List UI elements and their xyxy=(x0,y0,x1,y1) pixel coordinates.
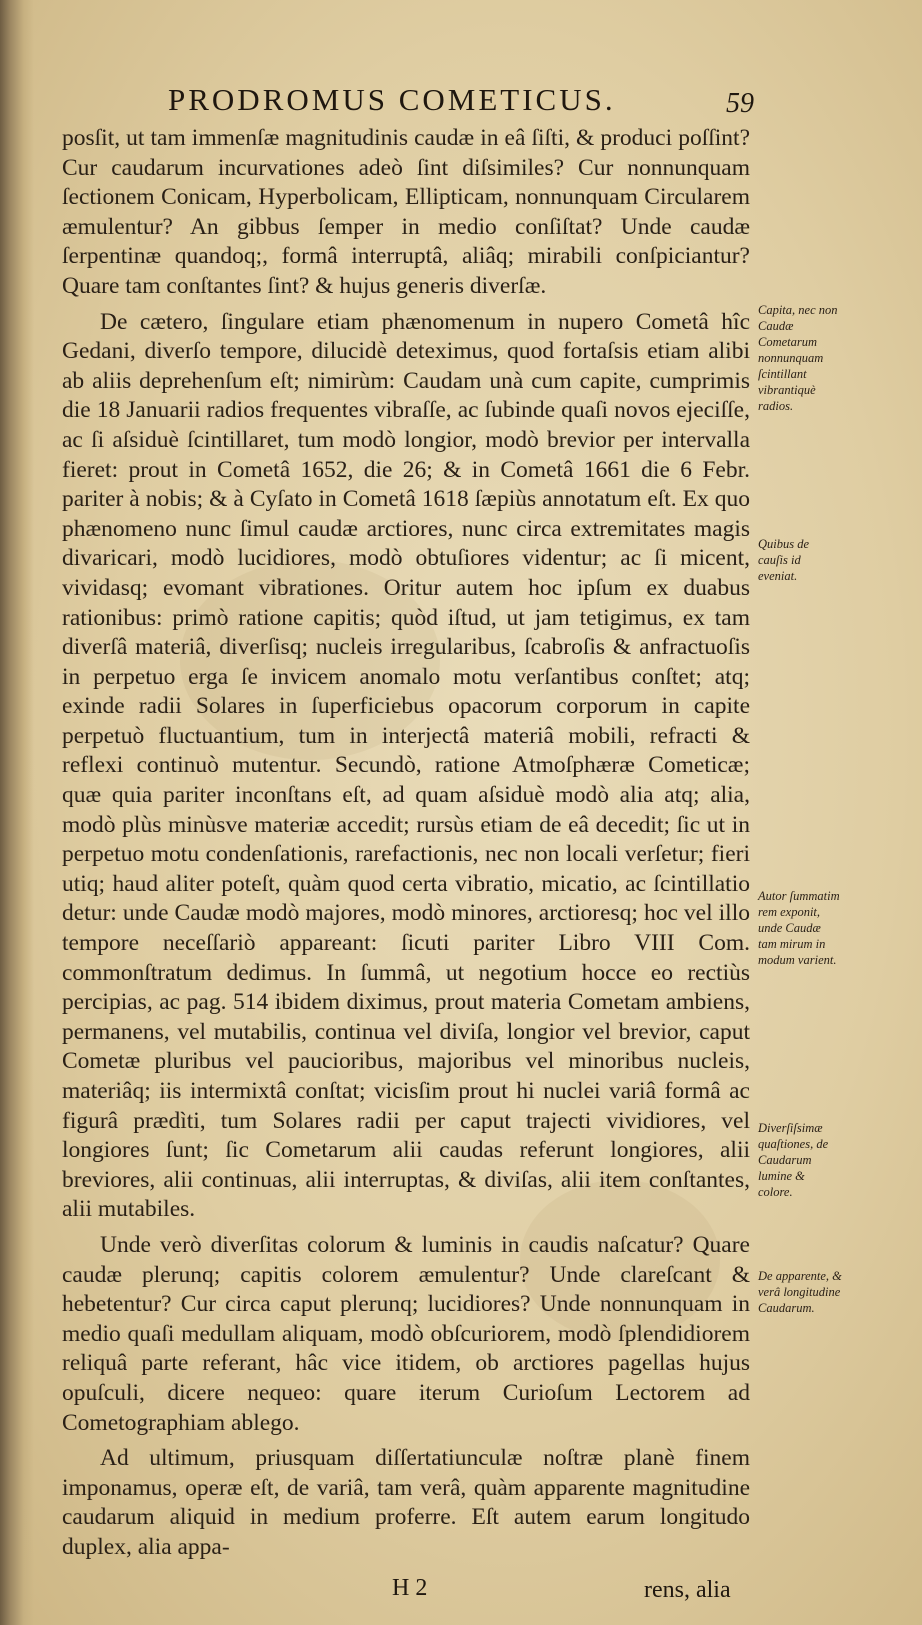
running-head: PRODROMUS COMETICUS. xyxy=(168,82,616,117)
margin-note: De apparente, & verâ longitudine Caudarum. xyxy=(758,1269,842,1315)
paragraph: Unde verò diverſitas colorum & luminis in caudis naſcatur? Quare caudæ plerunq; capitis colorem æmulentur? Unde clareſcant & hebetentur? Cur circa caput plerunq; lucidiores? Unde nonnunquam in medio quaſi medullam aliquam, modò obſcuriorem, modò ſplendidiorem reliquâ parte referant, hâc vice itidem, ob arctiores pagellas hujus opuſculi, dicere nequeo: quare iterum Curioſum Lectorem ad Cometographiam ablego. xyxy=(62,1231,750,1436)
book-spine-shadow xyxy=(0,0,34,1625)
paragraph: posſit, ut tam immenſæ magnitudinis caudæ in eâ ſiſti, & produci poſſint? Cur caudarum incurvationes adeò ſint diſsimiles? Cur nonnunquam ſectionem Conicam, Hyperbolicam, Ellipticam, nonnunquam Circularem æmulentur? An gibbus ſemper in medio conſiſtat? Unde caudæ ſerpentinæ quandoq;, formâ interruptâ, aliâq; mirabili conſpiciantur? Quare tam conſtantes ſint? & hujus generis diverſæ. xyxy=(62,125,750,299)
page-number: 59 xyxy=(726,88,754,119)
margin-note: Quibus de cauſis id eveniat. xyxy=(758,537,810,583)
margin-note: Autor ſummatim rem exponit, unde Caudæ tam mirum in modum varient. xyxy=(758,889,840,967)
catchword: rens, alia xyxy=(644,1577,731,1603)
paragraph: De cætero, ſingulare etiam phænomenum in nupero Cometâ hîc Gedani, diverſo tempore, dilucidè deteximus, quod fortaſsis etiam alibi ab aliis deprehenſum eſt; nimirùm: Caudam unà cum capite, cumprimis die 18 Januarii radios frequentes vibraſſe, ac ſubinde quaſi novos ejeciſſe, ac ſi aſsiduè ſcintillaret, tum modò longior, modò brevior per intervalla fieret: prout in Cometâ 1652, die 26; & in Cometâ 1661 die 6 Febr. pariter à nobis; & à Cyſato in Cometâ 1618 ſæpiùs annotatum eſt. Ex quo phænomeno nunc ſimul caudæ arctiores, nunc circa extremitates magis divaricari, modò lucidiores, modò obtuſiores videntur; ac ſi micent, vividasq; evomant vibrationes. Oritur autem hoc ipſum ex duabus rationibus: primò ratione capitis; quòd iſtud, ut jam tetigimus, ex tam diverſâ materiâ, diverſisq; nucleis irregularibus, ſcabroſis & anfractuoſis in perpetuo erga ſe invicem anomalo motu verſantibus conſtet; atq; exinde radii Solares in ſuperficiebus opacorum corporum in capite perpetuò fluctuantium, tum in interjectâ materiâ mobili, refracti & reflexi continuò mutentur. Secundò, ratione Atmoſphæræ Cometicæ; quæ quia pariter inconſtans eſt, ad quam aſsiduè modò alia atq; alia, modò plùs minùsve materiæ accedit; rursùs etiam de eâ decedit; ſic ut in perpetuo motu condenſationis, rarefactionis, nec non locali verſetur; fieri utiq; haud aliter poteſt, quàm quod certa vibratio, micatio, ac ſcintillatio detur: unde Caudæ modò majores, modò minores, arctioresq; hoc vel illo tempore neceſſariò appareant: ſicuti pariter Libro VIII Com. commonſtratum dedimus. In ſummâ, ut negotium hocce eo rectiùs percipias, ac pag. 514 ibidem diximus, prout materia Cometam ambiens, permanens, vel mutabilis, continua vel diviſa, longior vel brevior, caput Cometæ pluribus vel paucioribus, majoribus vel minoribus nucleis, materiâq; iis intermixtâ conſtat; vicisſim prout hi nuclei variâ formâ ac figurâ prædìti, tum Solares radii per caput trajecti vividiores, vel longiores ſunt; ſic Cometarum alii caudas referunt longiores, alii breviores, alii continuas, alii interruptas, & diviſas, alii item conſtantes, alii mutabiles. xyxy=(62,308,750,1223)
paragraph: Ad ultimum, priusquam diſſertatiunculæ noſtræ planè finem imponamus, operæ eſt, de variâ, tam verâ, quàm apparente magnitudine caudarum aliquid in medium proferre. Eſt autem earum longitudo duplex, alia appa- xyxy=(62,1445,750,1560)
margin-note: Diverſiſsimæ quaſtiones, de Caudarum lumine & colore. xyxy=(758,1121,829,1199)
body-text xyxy=(62,124,750,1569)
signature-mark: H 2 xyxy=(392,1575,428,1601)
margin-note: Capita, nec non Caudæ Cometarum nonnunquam ſcintillant vibrantiquè radios. xyxy=(758,303,838,413)
